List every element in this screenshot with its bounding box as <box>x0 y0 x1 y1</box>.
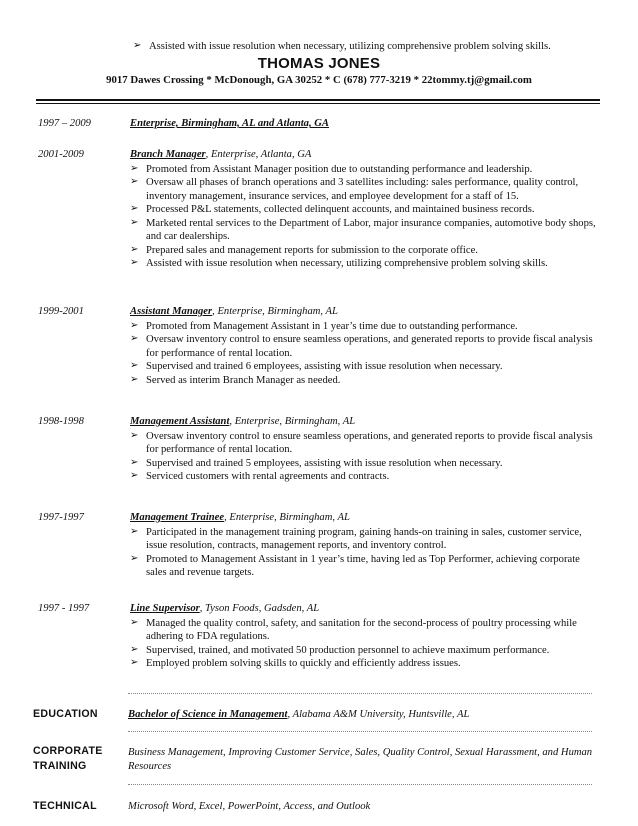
arrowhead-bullet-icon: ➢ <box>130 456 139 468</box>
contact-line: 9017 Dawes Crossing * McDonough, GA 30252 * C (678) 777-3219 * 22tommy.tj@gmail.com <box>106 74 532 86</box>
position-title: Management Trainee <box>130 512 225 523</box>
list-item: ➢ Supervised, trained, and motivated 50 production personnel to achieve maximum performance. <box>130 643 550 656</box>
position-title: Assistant Manager <box>130 306 213 317</box>
position-org: , Enterprise, Birmingham, AL <box>224 512 350 523</box>
position-org: , Tyson Foods, Gadsden, AL <box>199 603 320 614</box>
list-item: ➢ Oversaw all phases of branch operations and 3 satellites including: sales performance, quality control, inventory management, insurance services, and employee development for a staff of 15. <box>130 176 579 202</box>
position-heading <box>130 305 600 319</box>
section-divider <box>128 731 592 732</box>
arrowhead-bullet-icon: ➢ <box>130 216 139 228</box>
arrowhead-bullet-icon: ➢ <box>130 243 139 255</box>
arrowhead-bullet-icon: ➢ <box>130 360 139 372</box>
employer-dates: 1997 – 2009 <box>38 118 91 129</box>
education-label: EDUCATION <box>33 708 98 720</box>
section-divider <box>128 693 592 694</box>
training-label-line1: CORPORATE <box>33 745 103 757</box>
arrowhead-bullet-icon: ➢ <box>133 40 142 51</box>
bullet-text: Assisted with issue resolution when necessary, utilizing comprehensive problem solving skills. <box>149 41 551 52</box>
header-rule-thin <box>36 103 600 104</box>
arrowhead-bullet-icon: ➢ <box>130 162 139 174</box>
arrowhead-bullet-icon: ➢ <box>130 657 139 669</box>
list-item: ➢ Oversaw inventory control to ensure seamless operations, and generated reports to provide fiscal analysis for performance of rental location. <box>130 333 593 359</box>
list-item: ➢ Employed problem solving skills to quickly and efficiently address issues. <box>130 657 461 670</box>
technical-label: TECHNICAL <box>33 800 97 812</box>
list-item: ➢ Processed P&L statements, collected delinquent accounts, and maintained business records. <box>130 203 535 216</box>
arrowhead-bullet-icon: ➢ <box>130 203 139 215</box>
arrowhead-bullet-icon: ➢ <box>130 333 139 345</box>
section-divider <box>128 784 592 785</box>
list-item: ➢ Promoted from Assistant Manager position due to outstanding performance and leadership. <box>130 162 533 175</box>
top-carryover-bullet <box>133 40 613 54</box>
arrowhead-bullet-icon: ➢ <box>130 525 139 537</box>
list-item: ➢ Participated in the management training program, gaining hands-on training in sales, customer service, issue resolution, contracts, management reports, and inventory control. <box>130 525 582 552</box>
list-item: ➢ Promoted from Management Assistant in 1 year’s time due to outstanding performance. <box>130 319 518 332</box>
position-org: , Enterprise, Birmingham, AL <box>212 306 338 317</box>
position-bullets <box>130 163 600 271</box>
list-item: ➢ Serviced customers with rental agreements and contracts. <box>130 470 390 483</box>
position-bullets <box>130 320 600 388</box>
position-dates: 1998-1998 <box>38 416 84 427</box>
position-org: , Enterprise, Atlanta, GA <box>205 149 312 160</box>
list-item: ➢ Supervised and trained 6 employees, assisting with issue resolution when necessary. <box>130 360 503 373</box>
arrowhead-bullet-icon: ➢ <box>130 470 139 482</box>
position-dates: 1997-1997 <box>38 512 84 523</box>
arrowhead-bullet-icon: ➢ <box>130 616 139 628</box>
list-item: ➢ Prepared sales and management reports for submission to the corporate office. <box>130 243 478 256</box>
technical-text: Microsoft Word, Excel, PowerPoint, Access, and Outlook <box>128 801 371 812</box>
candidate-name: THOMAS JONES <box>257 55 381 72</box>
list-item: ➢ Managed the quality control, safety, and sanitation for the second-process of poultry processing while adhering to FDA regulations. <box>130 616 577 643</box>
training-label <box>33 744 103 774</box>
position-bullets <box>130 430 600 484</box>
education-entry <box>128 708 598 722</box>
arrowhead-bullet-icon: ➢ <box>130 643 139 655</box>
training-text: Business Management, Improving Customer Service, Sales, Quality Control, Sexual Harassment, and Human Resources <box>128 747 593 772</box>
position-heading <box>130 415 600 429</box>
position-heading <box>130 148 600 162</box>
list-item: ➢ Served as interim Branch Manager as needed. <box>130 373 341 386</box>
position-title: Line Supervisor <box>130 603 200 614</box>
arrowhead-bullet-icon: ➢ <box>130 257 139 269</box>
list-item: ➢ Marketed rental services to the Department of Labor, major insurance companies, automotive body shops, and car dealerships. <box>130 216 596 243</box>
arrowhead-bullet-icon: ➢ <box>130 373 139 385</box>
position-dates: 1999-2001 <box>38 306 84 317</box>
position-dates: 1997 - 1997 <box>38 603 90 614</box>
position-org: , Enterprise, Birmingham, AL <box>229 416 356 427</box>
employer-name: Enterprise, Birmingham, AL and Atlanta, GA <box>130 118 329 129</box>
position-title: Branch Manager <box>130 149 206 160</box>
position-bullets <box>130 526 600 580</box>
header-rule-thick <box>36 99 600 101</box>
degree-title: Bachelor of Science in Management <box>128 709 288 720</box>
position-heading <box>130 511 600 525</box>
arrowhead-bullet-icon: ➢ <box>130 319 139 331</box>
position-dates: 2001-2009 <box>38 149 84 160</box>
arrowhead-bullet-icon: ➢ <box>130 552 139 564</box>
arrowhead-bullet-icon: ➢ <box>130 429 139 441</box>
list-item: ➢ Supervised and trained 5 employees, assisting with issue resolution when necessary. <box>130 456 503 469</box>
arrowhead-bullet-icon: ➢ <box>130 176 139 188</box>
position-heading <box>130 602 600 616</box>
position-bullets <box>130 617 600 671</box>
list-item: ➢ Oversaw inventory control to ensure seamless operations, and generated reports to provide fiscal analysis for performance of rental location. <box>130 429 593 456</box>
school-name: , Alabama A&M University, Huntsville, AL <box>287 709 470 720</box>
position-title: Management Assistant <box>130 416 230 427</box>
training-label-line2: TRAINING <box>33 759 87 772</box>
list-item: ➢ Assisted with issue resolution when necessary, utilizing comprehensive problem solving skills. <box>130 257 548 270</box>
list-item: ➢ Promoted to Management Assistant in 1 year’s time, having led as Top Performer, achieving corporate sales and revenue targets. <box>130 552 580 579</box>
